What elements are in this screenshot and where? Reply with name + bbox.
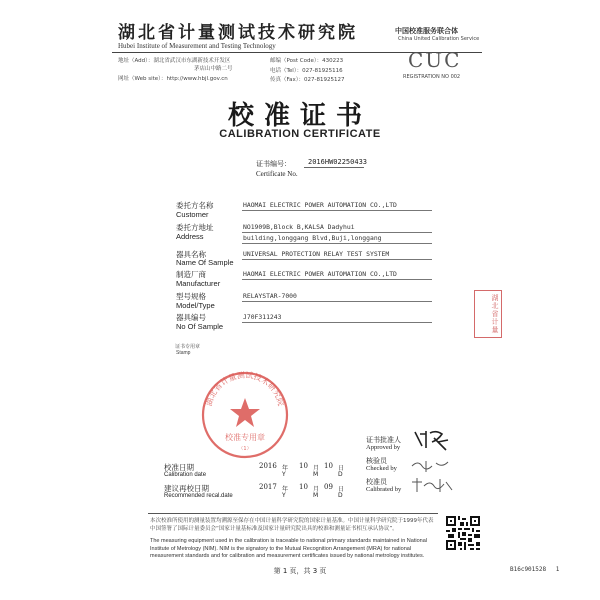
accreditation-name-en: China United Calibration Service [398,36,480,42]
accreditation-name-cn: 中国校准服务联合体 [395,27,458,35]
checker-label-cn: 核验员 [366,457,387,465]
sample-no-underline [242,322,432,323]
certificate-no-label-cn: 证书编号： [256,160,291,168]
cal-date-label-cn: 校准日期 [164,463,194,472]
cal-month: 10 [299,462,308,470]
address-underline-1 [242,232,432,233]
manufacturer-label-en: Manufacturer [176,279,221,288]
cal-year-unit-en: Y [282,471,286,478]
customer-value: HAOMAI ELECTRIC POWER AUTOMATION CO.,LTD [243,201,397,209]
tel-label: 电话（Tel）： [270,68,303,74]
address-label: 地址（Add）： [118,58,154,64]
side-stamp: 湖北省计量 [474,290,502,338]
document-serial-page: 1 [555,566,560,573]
seal-bottom-text: （1） [238,446,252,452]
tel-line [270,66,343,74]
manufacturer-underline [242,279,432,280]
website-label: 网址（Web site）： [118,76,167,82]
sample-name-underline [242,259,432,260]
website-value: http://www.hbjl.gov.cn [166,76,228,82]
cal-day: 10 [324,462,333,470]
recal-year-unit-cn: 年 [282,486,289,493]
seal-star-icon [230,398,260,427]
certificate-no-label-en: Certificate No. [256,170,298,178]
page-number: 第 1 页，共 3 页 [273,567,327,575]
model-value: RELAYSTAR-7000 [243,292,297,300]
manufacturer-label-cn: 制造厂商 [176,270,206,279]
customer-label-en: Customer [176,210,209,219]
address-label-cn: 委托方地址 [176,223,214,232]
recal-year-unit-en: Y [282,492,286,499]
model-label-en: Model/Type [176,301,215,310]
customer-underline [242,210,432,211]
recal-year: 2017 [259,483,277,491]
stamp-note-en: Stamp [176,350,191,356]
recal-month-unit-en: M [313,492,319,499]
qr-code-icon [446,516,480,550]
calibrator-signature [410,476,454,494]
fax-line [270,75,345,83]
sample-no-value: J70F311243 [243,313,282,321]
cal-day-unit-en: D [338,471,343,478]
traceability-statement-en: The measuring equipment used in the calibration is traceable to national primary standards maintained in National Institute of Metrology (NIM). NIM is the signatory to the Mutual Recognition Arrangement (MRA) for national measurement standards and for calibration and measurement certificates issued by national metrology institutes. [150,538,427,559]
recal-day: 09 [324,483,333,491]
approver-label-cn: 证书批准人 [366,436,401,444]
tel-value: 027-81925116 [302,68,343,74]
fax-value: 027-81925127 [304,77,345,83]
manufacturer-value: HAOMAI ELECTRIC POWER AUTOMATION CO.,LTD [243,270,397,278]
sample-name-value: UNIVERSAL PROTECTION RELAY TEST SYSTEM [243,250,390,258]
recal-day-unit-cn: 日 [338,486,345,493]
cuc-logo: CUC [408,48,462,72]
calibration-seal [200,370,290,460]
approver-signature [412,428,452,452]
recal-date-label-cn: 建议再校日期 [164,484,209,493]
recal-date-label-en: Recommended recal.date [164,493,233,499]
calibrator-label-cn: 校准员 [366,478,387,486]
cal-month-unit-en: M [313,471,319,478]
approver-label-en: Approved by [366,444,401,451]
recal-day-unit-en: D [338,492,343,499]
address-underline-2 [242,243,432,244]
sample-name-label-en: Name Of Sample [176,258,234,267]
recal-month-unit-cn: 月 [313,486,320,493]
seal-center-text: 校准专用章 [225,433,265,442]
footer-divider [148,513,438,514]
certificate-no-underline [304,167,364,168]
sample-name-label-cn: 器具名称 [176,250,206,259]
postcode-value: 430223 [322,58,344,64]
stamp-note-cn: 证书专用章 [175,344,201,350]
document-serial-code: B16c901528 [510,566,547,573]
postcode-line [270,56,343,64]
traceability-statement-cn: 本次校准所使用的测量装置均溯源至保存在中国计量科学研究院的国家计量基准。中国计量科学研究院于1999年代表中国签署了国际计量委员会“国家计量基标准及国家计量研究院出具的校准和测量证书相互承认协议”。 [150,518,434,532]
cal-day-unit-cn: 日 [338,465,345,472]
postcode-label: 邮编（Post Code）： [270,58,323,64]
checker-signature [410,458,450,474]
recal-month: 10 [299,483,308,491]
institute-name-cn: 湖北省计量测试技术研究院 [118,23,358,43]
calibrator-label-en: Calibrated by [366,486,402,493]
certificate-title-cn: 校准证书 [227,101,372,131]
address-line-2: 茅店山中路二号 [194,66,233,72]
website-line [118,74,228,82]
cal-year-unit-cn: 年 [282,465,289,472]
address-value-line1: NO1909B,Block B,KALSA Dadyhui [243,223,355,231]
fax-label: 传真（Fax）： [270,77,305,83]
seal-ring-text: 湖北省计量测试技术研究院 [204,370,286,408]
institute-name-en: Hubei Institute of Measurement and Testing Technology [118,42,276,50]
certificate-title-en: CALIBRATION CERTIFICATE [219,128,381,140]
model-label-cn: 型号规格 [176,292,206,301]
document-serial [510,566,559,573]
address-value: 湖北省武汉市东湖新技术开发区 [153,58,231,64]
cal-date-label-en: Calibration date [164,472,207,478]
sample-no-label-en: No Of Sample [176,322,224,331]
cal-year: 2016 [259,462,277,470]
address-label-en: Address [176,232,204,241]
address-line [118,56,230,64]
cal-month-unit-cn: 月 [313,465,320,472]
customer-label-cn: 委托方名称 [176,201,214,210]
checker-label-en: Checked by [366,465,397,472]
certificate-no-value: 2016HW02250433 [308,158,368,166]
accreditation-registration: REGISTRATION NO 002 [403,74,461,80]
sample-no-label-cn: 器具编号 [176,313,206,322]
model-underline [242,301,432,302]
address-value-line2: building,longgang Blvd,Buji,longgang [243,234,382,242]
